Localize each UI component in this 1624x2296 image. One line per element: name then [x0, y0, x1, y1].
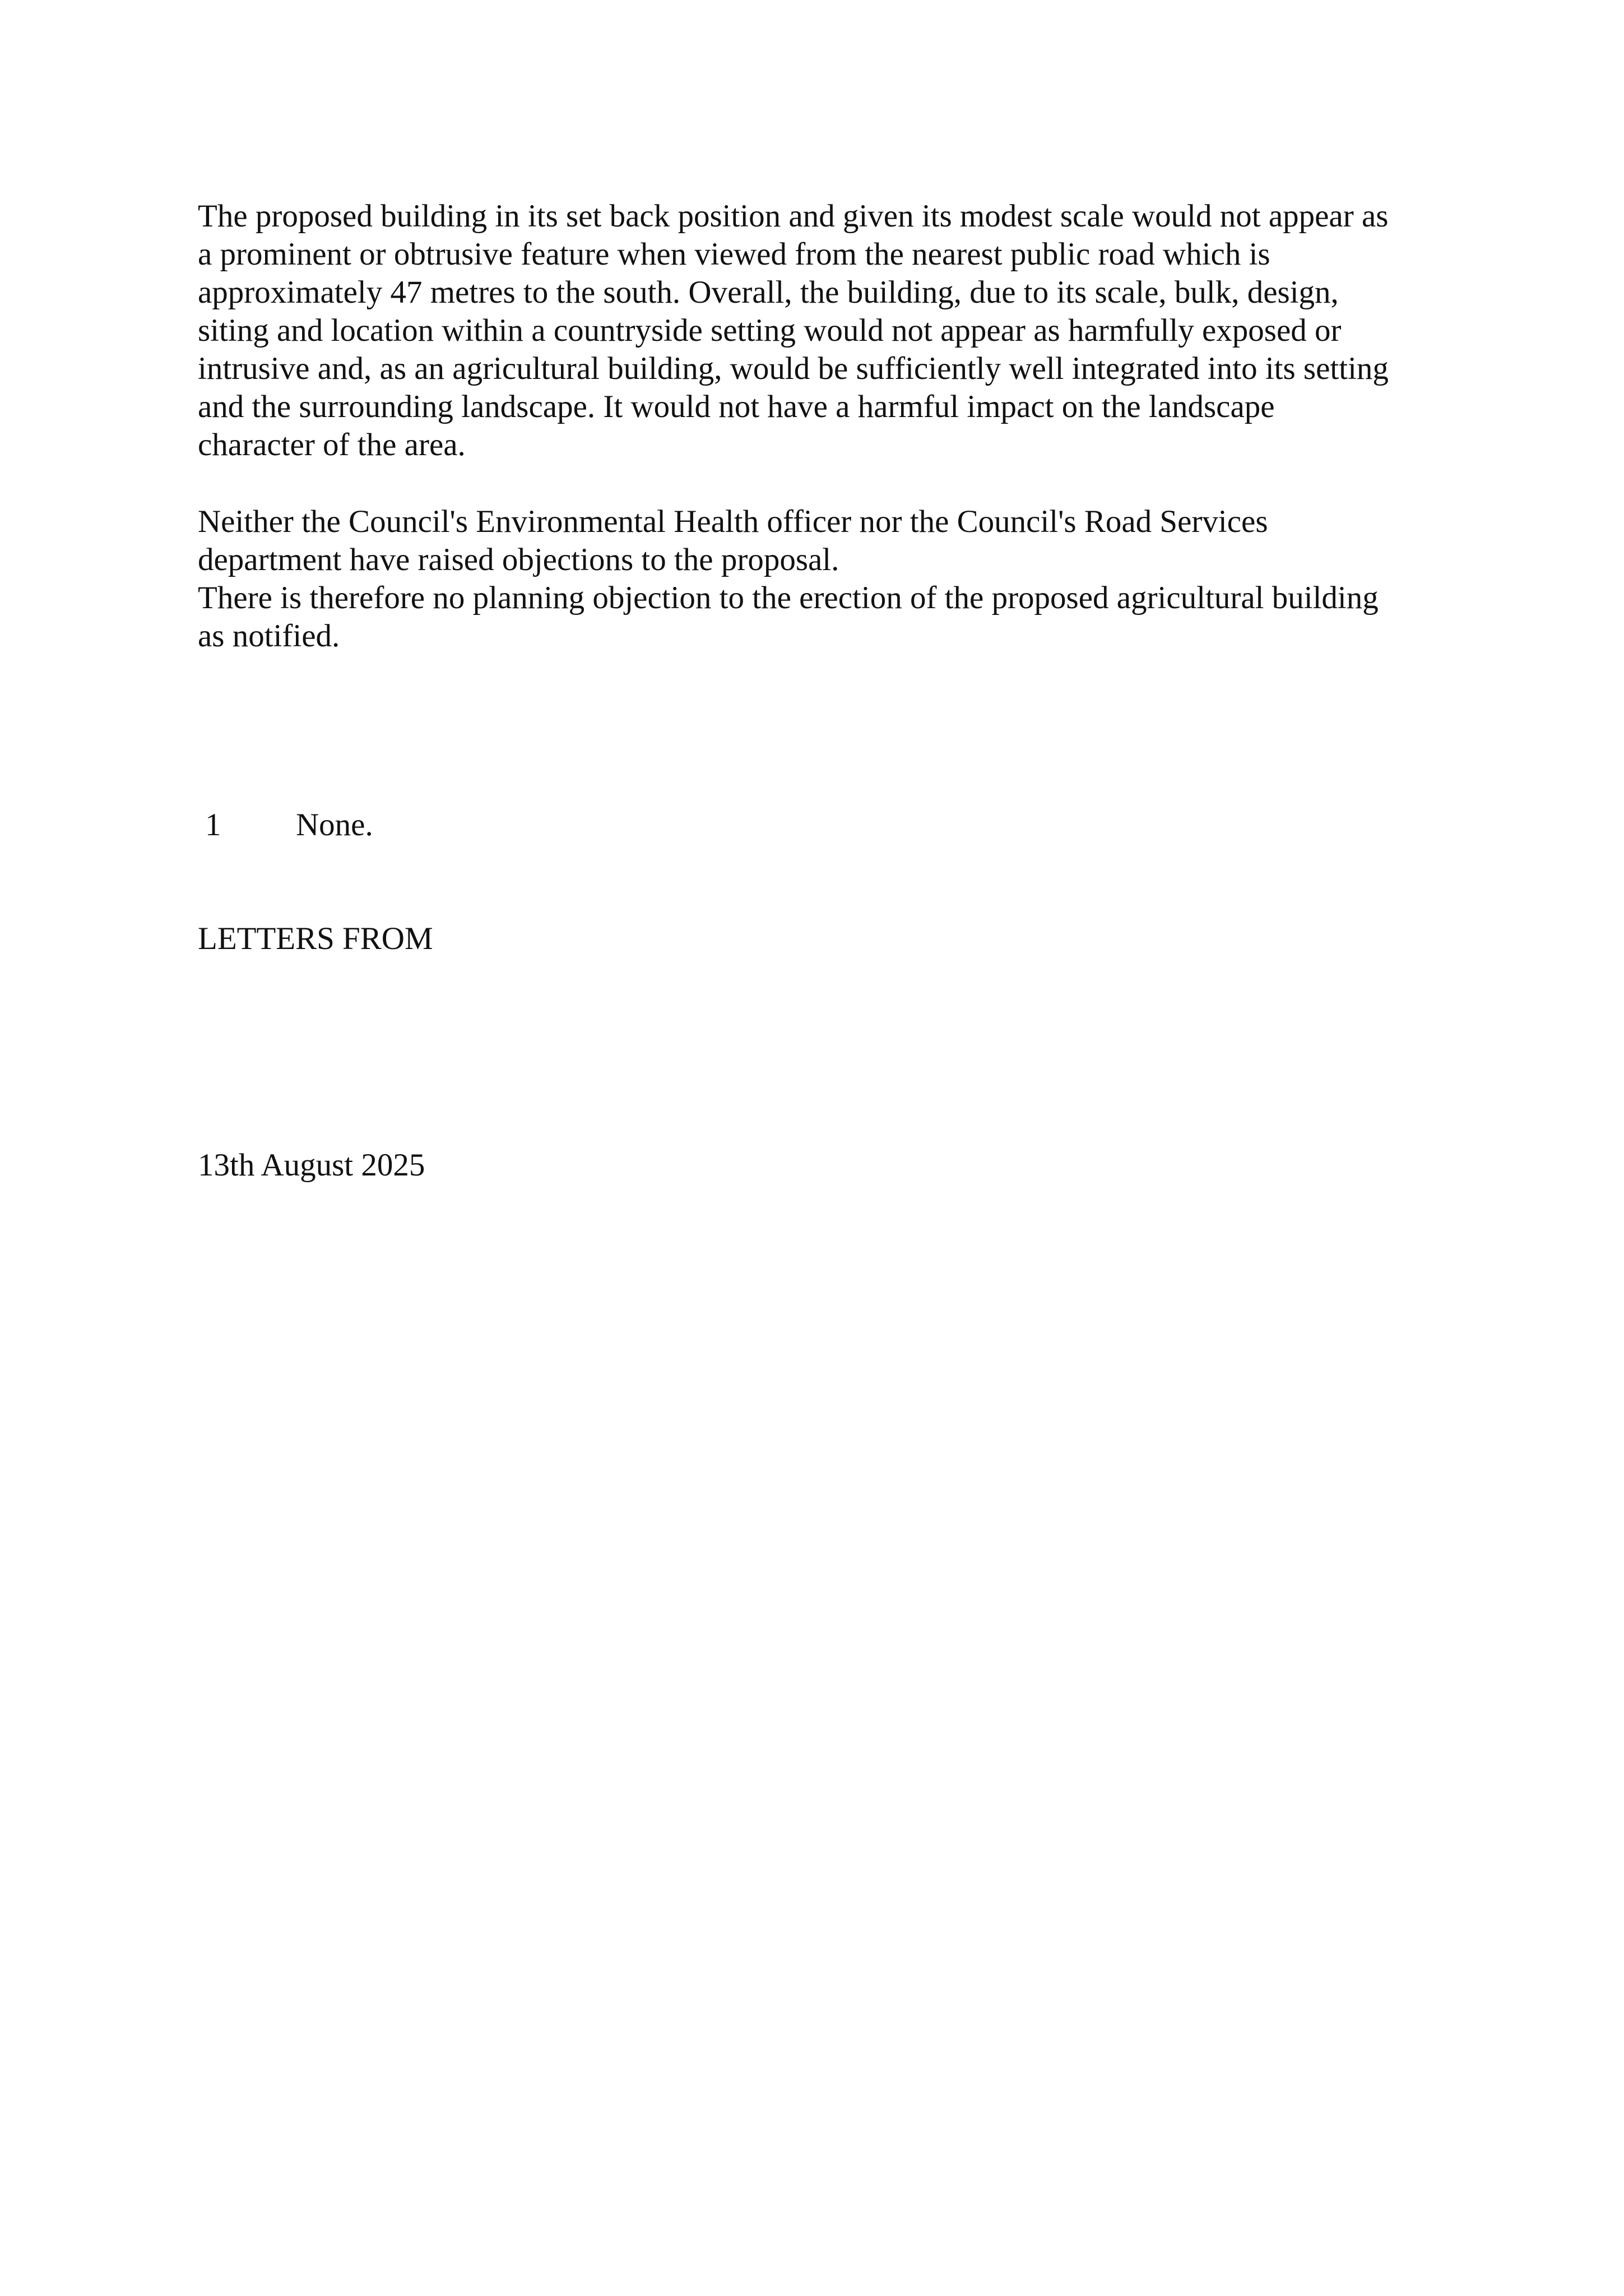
document-date: 13th August 2025 [198, 1147, 425, 1183]
assessment-paragraph [198, 197, 1442, 464]
text-line: department have raised objections to the proposal. [198, 542, 839, 577]
text-line: intrusive and, as an agricultural building, would be sufficiently well integrated into its setting [198, 351, 1389, 386]
conclusion-paragraph [198, 579, 1442, 655]
text-line: siting and location within a countryside setting would not appear as harmfully exposed or [198, 313, 1342, 348]
text-line: character of the area. [198, 427, 466, 462]
text-line: There is therefore no planning objection to the erection of the proposed agricultural building [198, 580, 1379, 615]
condition-text: None. [296, 807, 373, 843]
text-line: approximately 47 metres to the south. Overall, the building, due to its scale, bulk, design, [198, 275, 1339, 310]
text-line: and the surrounding landscape. It would not have a harmful impact on the landscape [198, 389, 1275, 424]
text-line: a prominent or obtrusive feature when viewed from the nearest public road which is [198, 237, 1270, 272]
consultee-paragraph [198, 503, 1442, 579]
letters-from-heading: LETTERS FROM [198, 921, 433, 956]
text-line: Neither the Council's Environmental Health officer nor the Council's Road Services [198, 504, 1268, 539]
text-line: as notified. [198, 618, 340, 654]
condition-number: 1 [205, 807, 221, 843]
text-line: The proposed building in its set back position and given its modest scale would not appear as [198, 198, 1389, 234]
condition-item [205, 806, 373, 844]
